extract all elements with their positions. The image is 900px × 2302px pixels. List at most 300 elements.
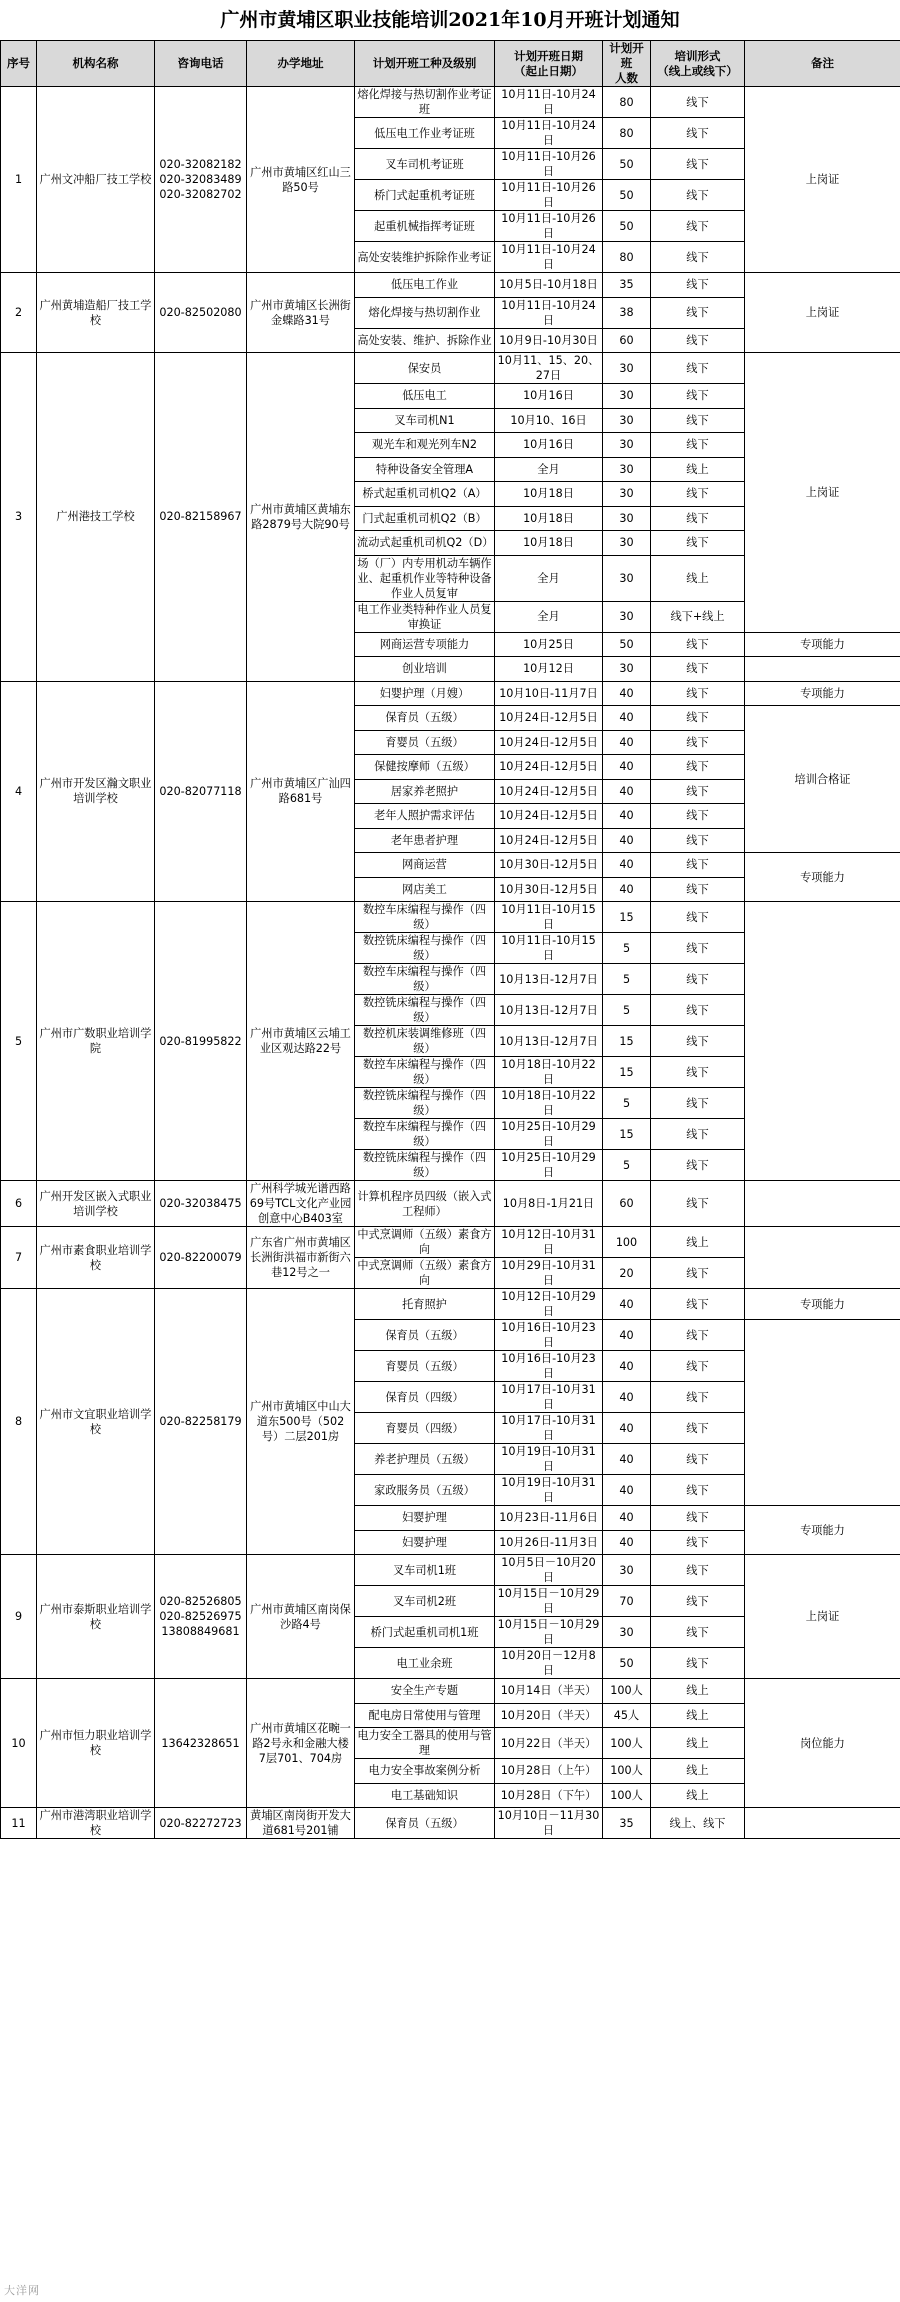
course-name-cell: 叉车司机2班: [355, 1586, 495, 1617]
course-mode-cell: 线下: [651, 1530, 745, 1555]
course-name-cell: 数控铣床编程与操作（四级）: [355, 1150, 495, 1181]
course-mode-cell: 线下: [651, 1444, 745, 1475]
course-date-cell: 全月: [495, 457, 603, 482]
course-name-cell: 低压电工作业考证班: [355, 118, 495, 149]
institution-name-cell: 广州市文宜职业培训学校: [37, 1289, 155, 1555]
course-date-cell: 10月30日-12月5日: [495, 853, 603, 878]
remark-cell: 专项能力: [745, 853, 900, 902]
course-mode-cell: 线下: [651, 1026, 745, 1057]
course-date-cell: 10月29日-10月31日: [495, 1258, 603, 1289]
course-date-cell: 10月11日-10月15日: [495, 933, 603, 964]
remark-cell: 上岗证: [745, 273, 900, 353]
course-mode-cell: 线下: [651, 1088, 745, 1119]
address-cell: 广州市黄埔区长洲街金蝶路31号: [247, 273, 355, 353]
course-name-cell: 中式烹调师（五级）素食方向: [355, 1227, 495, 1258]
course-name-cell: 数控铣床编程与操作（四级）: [355, 933, 495, 964]
course-mode-cell: 线下: [651, 180, 745, 211]
course-count-cell: 30: [603, 433, 651, 458]
phone-cell: 020-32082182 020-32083489 020-32082702: [155, 87, 247, 273]
course-mode-cell: 线下: [651, 1382, 745, 1413]
course-date-cell: 10月17日-10月31日: [495, 1382, 603, 1413]
course-name-cell: 熔化焊接与热切割作业: [355, 297, 495, 328]
course-date-cell: 10月18日: [495, 506, 603, 531]
course-name-cell: 育婴员（五级）: [355, 730, 495, 755]
course-count-cell: 40: [603, 1530, 651, 1555]
course-date-cell: 10月20日－12月8日: [495, 1648, 603, 1679]
course-date-cell: 10月16日: [495, 384, 603, 409]
course-mode-cell: 线下: [651, 933, 745, 964]
course-mode-cell: 线下: [651, 828, 745, 853]
serial-number-cell: 11: [1, 1808, 37, 1839]
course-count-cell: 40: [603, 853, 651, 878]
table-body: [1, 87, 900, 1839]
course-date-cell: 10月10日－11月30日: [495, 1808, 603, 1839]
institution-name-cell: 广州文冲船厂技工学校: [37, 87, 155, 273]
institution-name-cell: 广州市泰斯职业培训学校: [37, 1555, 155, 1679]
course-count-cell: 30: [603, 384, 651, 409]
course-date-cell: 10月17日-10月31日: [495, 1413, 603, 1444]
course-mode-cell: 线下: [651, 1475, 745, 1506]
course-count-cell: 15: [603, 1026, 651, 1057]
course-name-cell: 保育员（五级）: [355, 706, 495, 731]
course-count-cell: 60: [603, 328, 651, 353]
course-mode-cell: 线下: [651, 328, 745, 353]
course-name-cell: 门式起重机司机Q2（B）: [355, 506, 495, 531]
course-name-cell: 网商运营: [355, 853, 495, 878]
course-date-cell: 10月13日-12月7日: [495, 964, 603, 995]
course-mode-cell: 线下: [651, 1150, 745, 1181]
course-count-cell: 30: [603, 482, 651, 507]
course-name-cell: 熔化焊接与热切割作业考证班: [355, 87, 495, 118]
course-name-cell: 电工业余班: [355, 1648, 495, 1679]
course-date-cell: 10月11日-10月15日: [495, 902, 603, 933]
remark-cell: 岗位能力: [745, 1679, 900, 1808]
phone-cell: 020-82200079: [155, 1227, 247, 1289]
course-count-cell: 45人: [603, 1703, 651, 1728]
course-count-cell: 5: [603, 1088, 651, 1119]
course-date-cell: 10月11日-10月24日: [495, 242, 603, 273]
course-count-cell: 100人: [603, 1759, 651, 1784]
course-mode-cell: 线下: [651, 1351, 745, 1382]
course-date-cell: 10月10日-11月7日: [495, 681, 603, 706]
course-name-cell: 保健按摩师（五级）: [355, 755, 495, 780]
course-mode-cell: 线上: [651, 1227, 745, 1258]
course-mode-cell: 线下: [651, 211, 745, 242]
course-name-cell: 数控车床编程与操作（四级）: [355, 964, 495, 995]
course-mode-cell: 线下: [651, 1258, 745, 1289]
header-row: [1, 41, 900, 87]
course-name-cell: 育婴员（五级）: [355, 1351, 495, 1382]
course-date-cell: 10月16日-10月23日: [495, 1351, 603, 1382]
course-name-cell: 育婴员（四级）: [355, 1413, 495, 1444]
course-name-cell: 电力安全事故案例分析: [355, 1759, 495, 1784]
institution-name-cell: 广州市恒力职业培训学校: [37, 1679, 155, 1808]
remark-cell: [745, 657, 900, 682]
phone-cell: 020-82258179: [155, 1289, 247, 1555]
course-count-cell: 5: [603, 933, 651, 964]
course-date-cell: 10月19日-10月31日: [495, 1475, 603, 1506]
course-date-cell: 10月25日: [495, 632, 603, 657]
course-mode-cell: 线上: [651, 1759, 745, 1784]
course-count-cell: 30: [603, 408, 651, 433]
course-date-cell: 10月11日-10月24日: [495, 87, 603, 118]
address-cell: 黄埔区南岗街开发大道681号201铺: [247, 1808, 355, 1839]
remark-cell: [745, 1181, 900, 1227]
course-count-cell: 70: [603, 1586, 651, 1617]
course-count-cell: 35: [603, 1808, 651, 1839]
table-row: [1, 1679, 900, 1704]
course-name-cell: 数控铣床编程与操作（四级）: [355, 995, 495, 1026]
course-date-cell: 10月25日-10月29日: [495, 1119, 603, 1150]
phone-cell: 020-82272723: [155, 1808, 247, 1839]
table-row: [1, 1808, 900, 1839]
course-mode-cell: 线下: [651, 853, 745, 878]
course-name-cell: 场（厂）内专用机动车辆作业、起重机作业等特种设备作业人员复审: [355, 555, 495, 601]
course-name-cell: 数控车床编程与操作（四级）: [355, 1057, 495, 1088]
header-no: 序号: [1, 41, 37, 87]
course-name-cell: 高处安装、维护、拆除作业: [355, 328, 495, 353]
remark-cell: [745, 1320, 900, 1506]
course-date-cell: 10月10、16日: [495, 408, 603, 433]
serial-number-cell: 6: [1, 1181, 37, 1227]
remark-cell: 专项能力: [745, 1289, 900, 1320]
course-name-cell: 保育员（四级）: [355, 1382, 495, 1413]
course-name-cell: 数控铣床编程与操作（四级）: [355, 1088, 495, 1119]
course-name-cell: 桥门式起重机司机1班: [355, 1617, 495, 1648]
table-row: [1, 1289, 900, 1320]
course-mode-cell: 线下: [651, 149, 745, 180]
header-name: 机构名称: [37, 41, 155, 87]
course-mode-cell: 线下: [651, 681, 745, 706]
course-name-cell: 中式烹调师（五级）素食方向: [355, 1258, 495, 1289]
course-name-cell: 叉车司机N1: [355, 408, 495, 433]
course-count-cell: 5: [603, 964, 651, 995]
course-name-cell: 低压电工: [355, 384, 495, 409]
course-date-cell: 10月23日-11月6日: [495, 1506, 603, 1531]
address-cell: 广州市黄埔区南岗保沙路4号: [247, 1555, 355, 1679]
course-count-cell: 30: [603, 531, 651, 556]
course-date-cell: 10月11、15、20、27日: [495, 353, 603, 384]
course-count-cell: 15: [603, 1057, 651, 1088]
table-row: [1, 1555, 900, 1586]
course-count-cell: 100: [603, 1227, 651, 1258]
course-count-cell: 30: [603, 1555, 651, 1586]
course-name-cell: 居家养老照护: [355, 779, 495, 804]
remark-cell: 专项能力: [745, 681, 900, 706]
course-name-cell: 创业培训: [355, 657, 495, 682]
course-count-cell: 15: [603, 902, 651, 933]
course-mode-cell: 线下: [651, 1617, 745, 1648]
phone-cell: 020-82502080: [155, 273, 247, 353]
header-date: 计划开班日期 （起止日期）: [495, 41, 603, 87]
course-name-cell: 网店美工: [355, 877, 495, 902]
course-name-cell: 数控车床编程与操作（四级）: [355, 902, 495, 933]
course-mode-cell: 线下: [651, 657, 745, 682]
course-mode-cell: 线下: [651, 297, 745, 328]
course-date-cell: 10月26日-11月3日: [495, 1530, 603, 1555]
course-mode-cell: 线下: [651, 506, 745, 531]
address-cell: 广州市黄埔区中山大道东500号（502号）二层201房: [247, 1289, 355, 1555]
header-count: 计划开班 人数: [603, 41, 651, 87]
course-date-cell: 10月13日-12月7日: [495, 995, 603, 1026]
course-date-cell: 10月16日: [495, 433, 603, 458]
course-name-cell: 观光车和观光列车N2: [355, 433, 495, 458]
course-name-cell: 起重机械指挥考证班: [355, 211, 495, 242]
course-count-cell: 30: [603, 353, 651, 384]
remark-cell: [745, 1227, 900, 1289]
remark-cell: 上岗证: [745, 87, 900, 273]
course-date-cell: 10月18日-10月22日: [495, 1088, 603, 1119]
course-mode-cell: 线下: [651, 408, 745, 433]
table-row: [1, 1227, 900, 1258]
address-cell: 广州市黄埔区黄埔东路2879号大院90号: [247, 353, 355, 682]
serial-number-cell: 3: [1, 353, 37, 682]
course-date-cell: 10月24日-12月5日: [495, 779, 603, 804]
course-mode-cell: 线上、线下: [651, 1808, 745, 1839]
table-row: [1, 681, 900, 706]
page-title: 广州市黄埔区职业技能培训2021年10月开班计划通知: [220, 9, 680, 31]
course-mode-cell: 线下: [651, 706, 745, 731]
course-mode-cell: 线下: [651, 995, 745, 1026]
table-row: [1, 1181, 900, 1227]
course-mode-cell: 线下: [651, 779, 745, 804]
phone-cell: 020-82158967: [155, 353, 247, 682]
serial-number-cell: 5: [1, 902, 37, 1181]
course-name-cell: 老年人照护需求评估: [355, 804, 495, 829]
course-count-cell: 50: [603, 211, 651, 242]
course-count-cell: 40: [603, 804, 651, 829]
course-date-cell: 10月11日-10月26日: [495, 211, 603, 242]
institution-name-cell: 广州市开发区瀚文职业培训学校: [37, 681, 155, 902]
course-mode-cell: 线下: [651, 1506, 745, 1531]
course-count-cell: 100人: [603, 1783, 651, 1808]
course-count-cell: 40: [603, 1382, 651, 1413]
serial-number-cell: 4: [1, 681, 37, 902]
course-count-cell: 80: [603, 242, 651, 273]
course-name-cell: 数控车床编程与操作（四级）: [355, 1119, 495, 1150]
course-name-cell: 托育照护: [355, 1289, 495, 1320]
course-count-cell: 80: [603, 118, 651, 149]
course-date-cell: 全月: [495, 601, 603, 632]
address-cell: 广州市黄埔区花畹一路2号永和金融大楼7层701、704房: [247, 1679, 355, 1808]
course-name-cell: 保安员: [355, 353, 495, 384]
serial-number-cell: 1: [1, 87, 37, 273]
course-date-cell: 10月24日-12月5日: [495, 706, 603, 731]
header-mode: 培训形式 （线上或线下）: [651, 41, 745, 87]
course-count-cell: 35: [603, 273, 651, 298]
course-mode-cell: 线上: [651, 555, 745, 601]
course-mode-cell: 线下: [651, 482, 745, 507]
course-mode-cell: 线下: [651, 877, 745, 902]
course-mode-cell: 线下: [651, 1586, 745, 1617]
institution-name-cell: 广州市广数职业培训学院: [37, 902, 155, 1181]
course-name-cell: 低压电工作业: [355, 273, 495, 298]
course-date-cell: 10月24日-12月5日: [495, 804, 603, 829]
course-name-cell: 保育员（五级）: [355, 1320, 495, 1351]
header-course: 计划开班工种及级别: [355, 41, 495, 87]
course-count-cell: 40: [603, 779, 651, 804]
remark-cell: 培训合格证: [745, 706, 900, 853]
course-name-cell: 叉车司机考证班: [355, 149, 495, 180]
course-mode-cell: 线下: [651, 755, 745, 780]
course-count-cell: 40: [603, 681, 651, 706]
course-date-cell: 10月8日-1月21日: [495, 1181, 603, 1227]
course-date-cell: 10月12日: [495, 657, 603, 682]
course-mode-cell: 线下: [651, 384, 745, 409]
course-count-cell: 40: [603, 828, 651, 853]
remark-cell: 专项能力: [745, 632, 900, 657]
serial-number-cell: 10: [1, 1679, 37, 1808]
course-count-cell: 15: [603, 1119, 651, 1150]
course-count-cell: 30: [603, 457, 651, 482]
phone-cell: 020-32038475: [155, 1181, 247, 1227]
course-count-cell: 50: [603, 1648, 651, 1679]
course-mode-cell: 线下: [651, 902, 745, 933]
course-date-cell: 10月30日-12月5日: [495, 877, 603, 902]
course-count-cell: 30: [603, 601, 651, 632]
course-date-cell: 10月24日-12月5日: [495, 755, 603, 780]
training-plan-table: [0, 40, 900, 1839]
course-date-cell: 10月11日-10月26日: [495, 180, 603, 211]
course-count-cell: 30: [603, 506, 651, 531]
table-row: [1, 273, 900, 298]
course-count-cell: 60: [603, 1181, 651, 1227]
course-mode-cell: 线下: [651, 1413, 745, 1444]
address-cell: 广州市黄埔区广汕四路681号: [247, 681, 355, 902]
address-cell: 广州市黄埔区红山三路50号: [247, 87, 355, 273]
course-mode-cell: 线下: [651, 1181, 745, 1227]
course-count-cell: 5: [603, 1150, 651, 1181]
serial-number-cell: 8: [1, 1289, 37, 1555]
course-date-cell: 全月: [495, 555, 603, 601]
course-name-cell: 老年患者护理: [355, 828, 495, 853]
course-count-cell: 50: [603, 632, 651, 657]
phone-cell: 020-82526805 020-82526975 13808849681: [155, 1555, 247, 1679]
course-count-cell: 30: [603, 555, 651, 601]
course-count-cell: 50: [603, 180, 651, 211]
course-name-cell: 配电房日常使用与管理: [355, 1703, 495, 1728]
course-count-cell: 40: [603, 1320, 651, 1351]
course-date-cell: 10月15日－10月29日: [495, 1617, 603, 1648]
serial-number-cell: 2: [1, 273, 37, 353]
course-mode-cell: 线下: [651, 87, 745, 118]
course-name-cell: 电力安全工器具的使用与管理: [355, 1728, 495, 1759]
serial-number-cell: 7: [1, 1227, 37, 1289]
course-date-cell: 10月12日-10月31日: [495, 1227, 603, 1258]
course-mode-cell: 线下: [651, 1320, 745, 1351]
course-date-cell: 10月18日: [495, 531, 603, 556]
course-mode-cell: 线上: [651, 1783, 745, 1808]
remark-cell: [745, 1808, 900, 1839]
course-name-cell: 养老护理员（五级）: [355, 1444, 495, 1475]
course-count-cell: 40: [603, 1444, 651, 1475]
course-date-cell: 10月16日-10月23日: [495, 1320, 603, 1351]
course-count-cell: 40: [603, 1413, 651, 1444]
remark-cell: 上岗证: [745, 1555, 900, 1679]
phone-cell: 13642328651: [155, 1679, 247, 1808]
course-date-cell: 10月11日-10月24日: [495, 118, 603, 149]
course-name-cell: 妇婴护理（月嫂）: [355, 681, 495, 706]
course-date-cell: 10月25日-10月29日: [495, 1150, 603, 1181]
course-name-cell: 妇婴护理: [355, 1506, 495, 1531]
table-row: [1, 87, 900, 118]
course-mode-cell: 线下: [651, 1555, 745, 1586]
course-mode-cell: 线下: [651, 1057, 745, 1088]
course-date-cell: 10月18日: [495, 482, 603, 507]
course-count-cell: 80: [603, 87, 651, 118]
course-mode-cell: 线下: [651, 1289, 745, 1320]
course-count-cell: 5: [603, 995, 651, 1026]
course-mode-cell: 线下: [651, 273, 745, 298]
institution-name-cell: 广州黄埔造船厂技工学校: [37, 273, 155, 353]
course-count-cell: 40: [603, 1289, 651, 1320]
course-date-cell: 10月12日-10月29日: [495, 1289, 603, 1320]
remark-cell: 上岗证: [745, 353, 900, 633]
header-phone: 咨询电话: [155, 41, 247, 87]
course-date-cell: 10月22日（半天）: [495, 1728, 603, 1759]
phone-cell: 020-82077118: [155, 681, 247, 902]
address-cell: 广州科学城光谱西路69号TCL文化产业园创意中心B403室: [247, 1181, 355, 1227]
course-mode-cell: 线下: [651, 242, 745, 273]
course-count-cell: 100人: [603, 1728, 651, 1759]
course-count-cell: 40: [603, 1351, 651, 1382]
course-date-cell: 10月28日（下午）: [495, 1783, 603, 1808]
course-count-cell: 38: [603, 297, 651, 328]
course-date-cell: 10月5日-10月18日: [495, 273, 603, 298]
course-mode-cell: 线上: [651, 1679, 745, 1704]
course-name-cell: 电工基础知识: [355, 1783, 495, 1808]
course-name-cell: 叉车司机1班: [355, 1555, 495, 1586]
course-mode-cell: 线下: [651, 1119, 745, 1150]
course-name-cell: 计算机程序员四级（嵌入式工程师）: [355, 1181, 495, 1227]
address-cell: 广州市黄埔区云埔工业区观达路22号: [247, 902, 355, 1181]
course-count-cell: 30: [603, 1617, 651, 1648]
course-name-cell: 网商运营专项能力: [355, 632, 495, 657]
course-count-cell: 100人: [603, 1679, 651, 1704]
header-address: 办学地址: [247, 41, 355, 87]
course-date-cell: 10月13日-12月7日: [495, 1026, 603, 1057]
remark-cell: [745, 902, 900, 1181]
course-mode-cell: 线下: [651, 632, 745, 657]
course-mode-cell: 线下: [651, 1648, 745, 1679]
course-date-cell: 10月18日-10月22日: [495, 1057, 603, 1088]
course-date-cell: 10月15日－10月29日: [495, 1586, 603, 1617]
course-date-cell: 10月20日（半天）: [495, 1703, 603, 1728]
course-date-cell: 10月5日－10月20日: [495, 1555, 603, 1586]
course-date-cell: 10月11日-10月26日: [495, 149, 603, 180]
course-count-cell: 40: [603, 877, 651, 902]
course-name-cell: 特种设备安全管理A: [355, 457, 495, 482]
course-name-cell: 保育员（五级）: [355, 1808, 495, 1839]
institution-name-cell: 广州开发区嵌入式职业培训学校: [37, 1181, 155, 1227]
course-name-cell: 流动式起重机司机Q2（D）: [355, 531, 495, 556]
watermark: 大洋网: [4, 2284, 40, 2297]
table-row: [1, 902, 900, 933]
institution-name-cell: 广州市素食职业培训学校: [37, 1227, 155, 1289]
course-date-cell: 10月9日-10月30日: [495, 328, 603, 353]
course-mode-cell: 线上: [651, 1703, 745, 1728]
course-count-cell: 50: [603, 149, 651, 180]
course-count-cell: 20: [603, 1258, 651, 1289]
course-date-cell: 10月19日-10月31日: [495, 1444, 603, 1475]
course-mode-cell: 线上: [651, 1728, 745, 1759]
remark-cell: 专项能力: [745, 1506, 900, 1555]
course-mode-cell: 线下: [651, 804, 745, 829]
course-mode-cell: 线下: [651, 353, 745, 384]
course-count-cell: 40: [603, 730, 651, 755]
course-count-cell: 40: [603, 755, 651, 780]
table-row: [1, 353, 900, 384]
